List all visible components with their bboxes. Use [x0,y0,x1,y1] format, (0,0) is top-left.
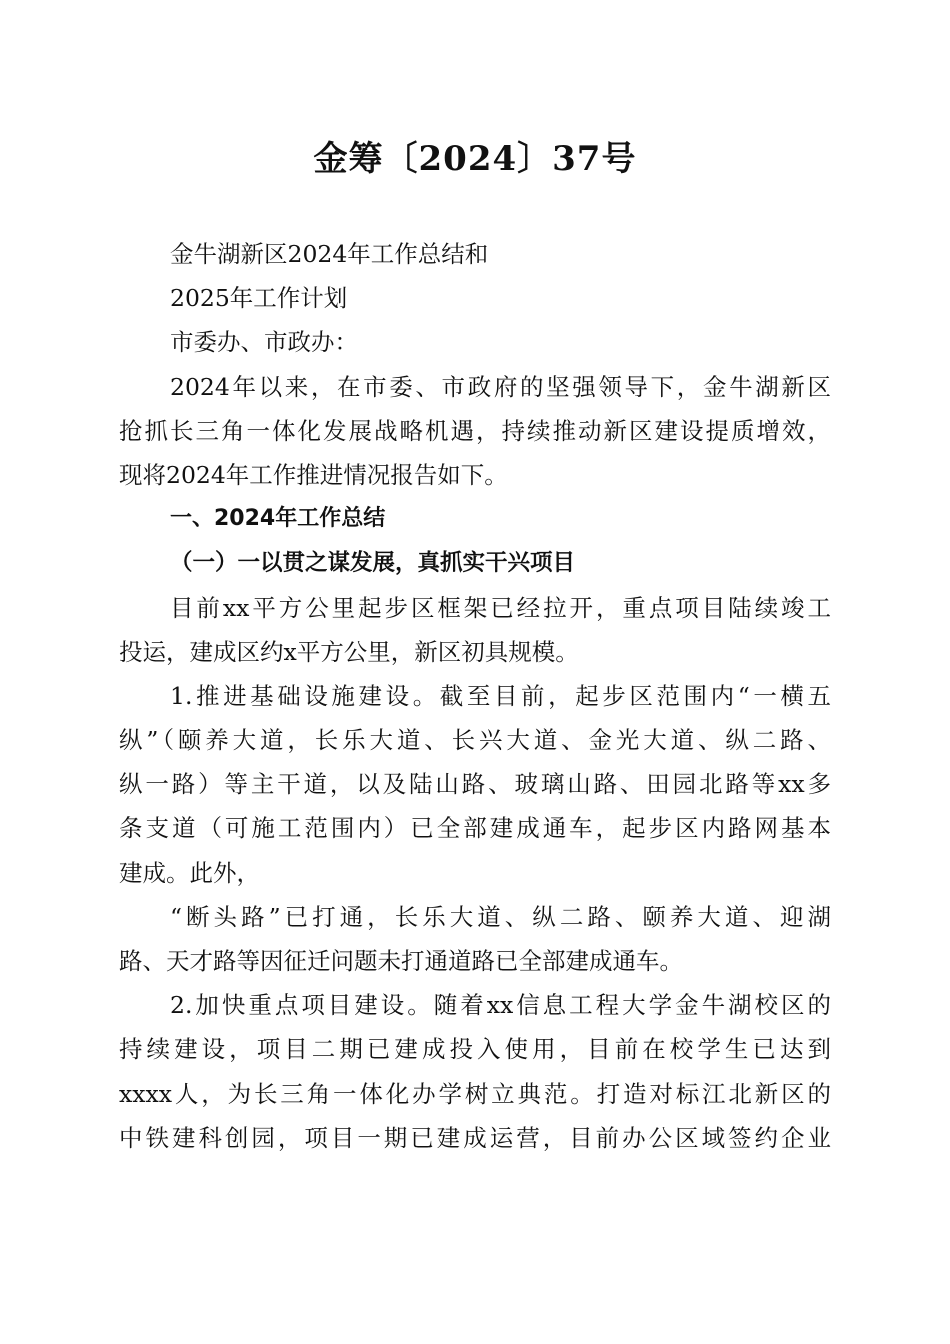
title-line-1: 金牛湖新区2024年工作总结和 [170,240,489,268]
paragraph-line: 纵一路）等主干道，以及陆山路、玻璃山路、田园北路等xx多 [119,770,831,799]
paragraph-line: 中铁建科创园，项目一期已建成运营，目前办公区域签约企业 [119,1123,831,1152]
paragraph-line: 纵”（颐养大道，长乐大道、长兴大道、金光大道、纵二路、 [119,726,831,755]
paragraph-line: 持续建设，项目二期已建成投入使用，目前在校学生已达到 [119,1035,831,1064]
intro-line: 2024年以来，在市委、市政府的坚强领导下，金牛湖新区 [170,372,831,401]
paragraph-line: 建成。此外， [119,858,260,887]
intro-line: 现将2024年工作推进情况报告如下。 [119,460,508,489]
paragraph-line: 路、天才路等因征迁问题未打通道路已全部建成通车。 [119,947,683,975]
paragraph-line: 1.推进基础设施建设。截至目前，起步区范围内“一横五 [170,681,831,710]
paragraph-line: xxxx人，为长三角一体化办学树立典范。打造对标江北新区的 [119,1079,831,1108]
paragraph-line: 条支道（可施工范围内）已全部建成通车，起步区内路网基本 [119,814,831,843]
title-line-2: 2025年工作计划 [170,284,348,313]
paragraph-line: 2.加快重点项目建设。随着xx信息工程大学金牛湖校区的 [170,991,831,1020]
paragraph-line: “断头路”已打通，长乐大道、纵二路、颐养大道、迎湖 [170,902,831,931]
section-heading: 一、2024年工作总结 [170,506,386,532]
paragraph-line: 目前xx平方公里起步区框架已经拉开，重点项目陆续竣工 [170,593,831,622]
subsection-heading: （一）一以贯之谋发展，真抓实干兴项目 [170,550,576,577]
document-number: 金筹〔2024〕37号 [313,139,637,179]
recipient-line: 市委办、市政办： [170,328,358,357]
document-body [119,232,831,1160]
intro-line: 抢抓长三角一体化发展战略机遇，持续推动新区建设提质增效， [119,416,831,445]
paragraph-line: 投运，建成区约x平方公里，新区初具规模。 [119,637,579,666]
